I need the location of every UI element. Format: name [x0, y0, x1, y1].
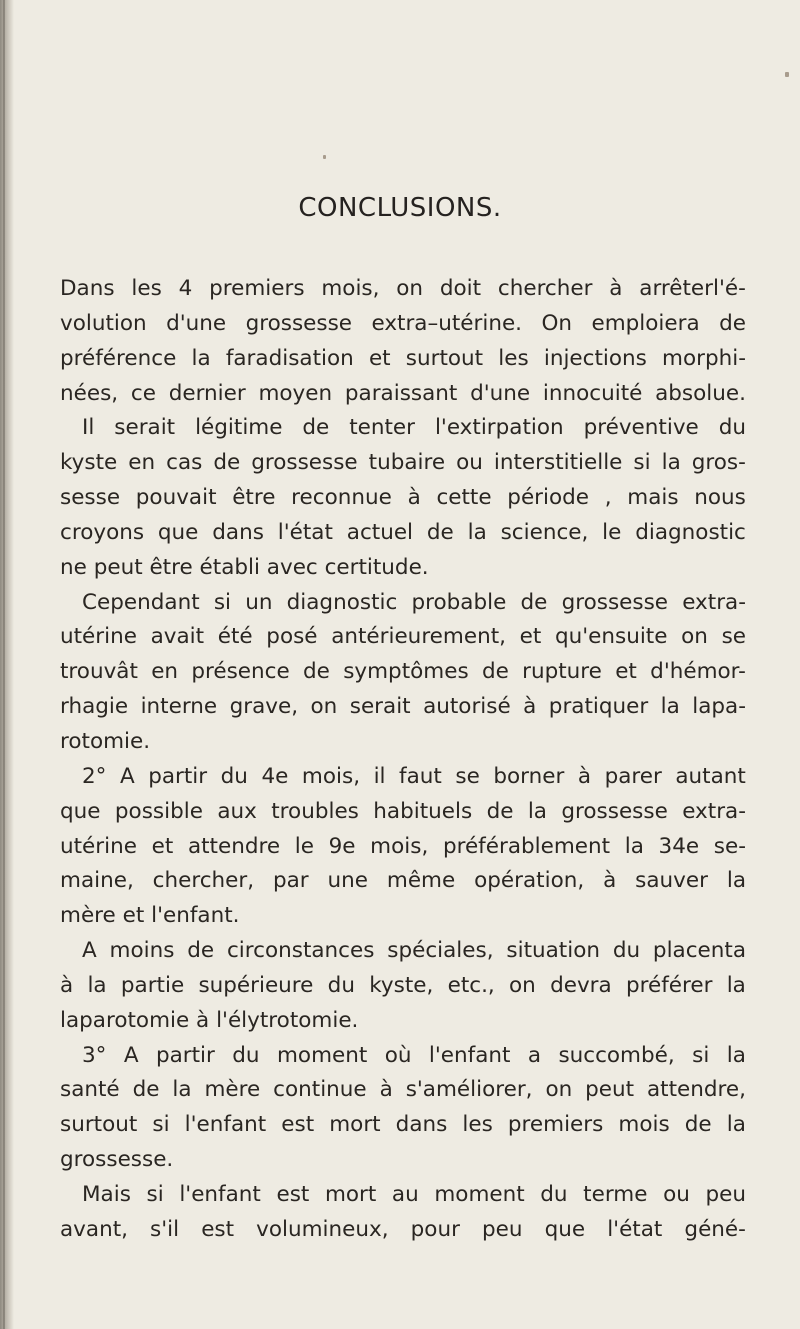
- text-line: ne peut être établi avec certitude.: [60, 554, 429, 580]
- text-line: Mais si l'enfant est mort au moment du terme ou peu: [82, 1181, 746, 1207]
- text-line: rhagie interne grave, on serait autorisé à pratiquer la lapa-: [60, 694, 746, 720]
- text-line: préférence la faradisation et surtout les injections morphi-: [60, 345, 746, 371]
- text-line: rotomie.: [60, 728, 151, 754]
- text-line: Il serait légitime de tenter l'extirpation préventive du: [82, 415, 746, 441]
- text-line: 3° A partir du moment où l'enfant a succombé, si la: [82, 1042, 746, 1068]
- text-line: A moins de circonstances spéciales, situation du placenta: [82, 938, 746, 964]
- text-line: santé de la mère continue à s'améliorer, on peut attendre,: [60, 1077, 746, 1103]
- text-line: Cependant si un diagnostic probable de grossesse extra-: [82, 589, 746, 615]
- ink-speck: [323, 155, 326, 159]
- ink-speck: [785, 72, 789, 77]
- text-line: que possible aux troubles habituels de la grossesse extra-: [60, 798, 746, 824]
- text-line: grossesse.: [60, 1147, 174, 1173]
- text-line: 2° A partir du 4e mois, il faut se borner à parer autant: [82, 763, 746, 789]
- text-line: croyons que dans l'état actuel de la science, le diagnostic: [60, 519, 746, 545]
- text-line: avant, s'il est volumineux, pour peu que l'état géné-: [60, 1216, 746, 1242]
- body-text: [60, 272, 746, 1248]
- text-line: maine, chercher, par une même opération, à sauver la: [60, 868, 746, 894]
- text-line: kyste en cas de grossesse tubaire ou interstitielle si la gros-: [60, 450, 746, 476]
- text-line: Dans les 4 premiers mois, on doit chercher à arrêterl'é-: [60, 276, 746, 301]
- text-line: utérine avait été posé antérieurement, et qu'ensuite on se: [60, 624, 746, 650]
- text-line: volution d'une grossesse extra–utérine. On emploiera de: [60, 310, 746, 336]
- text-line: nées, ce dernier moyen paraissant d'une innocuité absolue.: [60, 380, 746, 406]
- text-line: à la partie supérieure du kyste, etc., on devra préférer la: [60, 972, 746, 998]
- text-line: laparotomie à l'élytrotomie.: [60, 1007, 359, 1033]
- text-line: surtout si l'enfant est mort dans les premiers mois de la: [60, 1112, 746, 1138]
- text-line: sesse pouvait être reconnue à cette période , mais nous: [60, 485, 746, 511]
- text-line: trouvât en présence de symptômes de rupture et d'hémor-: [60, 659, 746, 685]
- section-heading: CONCLUSIONS.: [298, 193, 502, 223]
- text-line: utérine et attendre le 9e mois, préférablement la 34e se-: [60, 833, 746, 859]
- text-line: mère et l'enfant.: [60, 903, 240, 929]
